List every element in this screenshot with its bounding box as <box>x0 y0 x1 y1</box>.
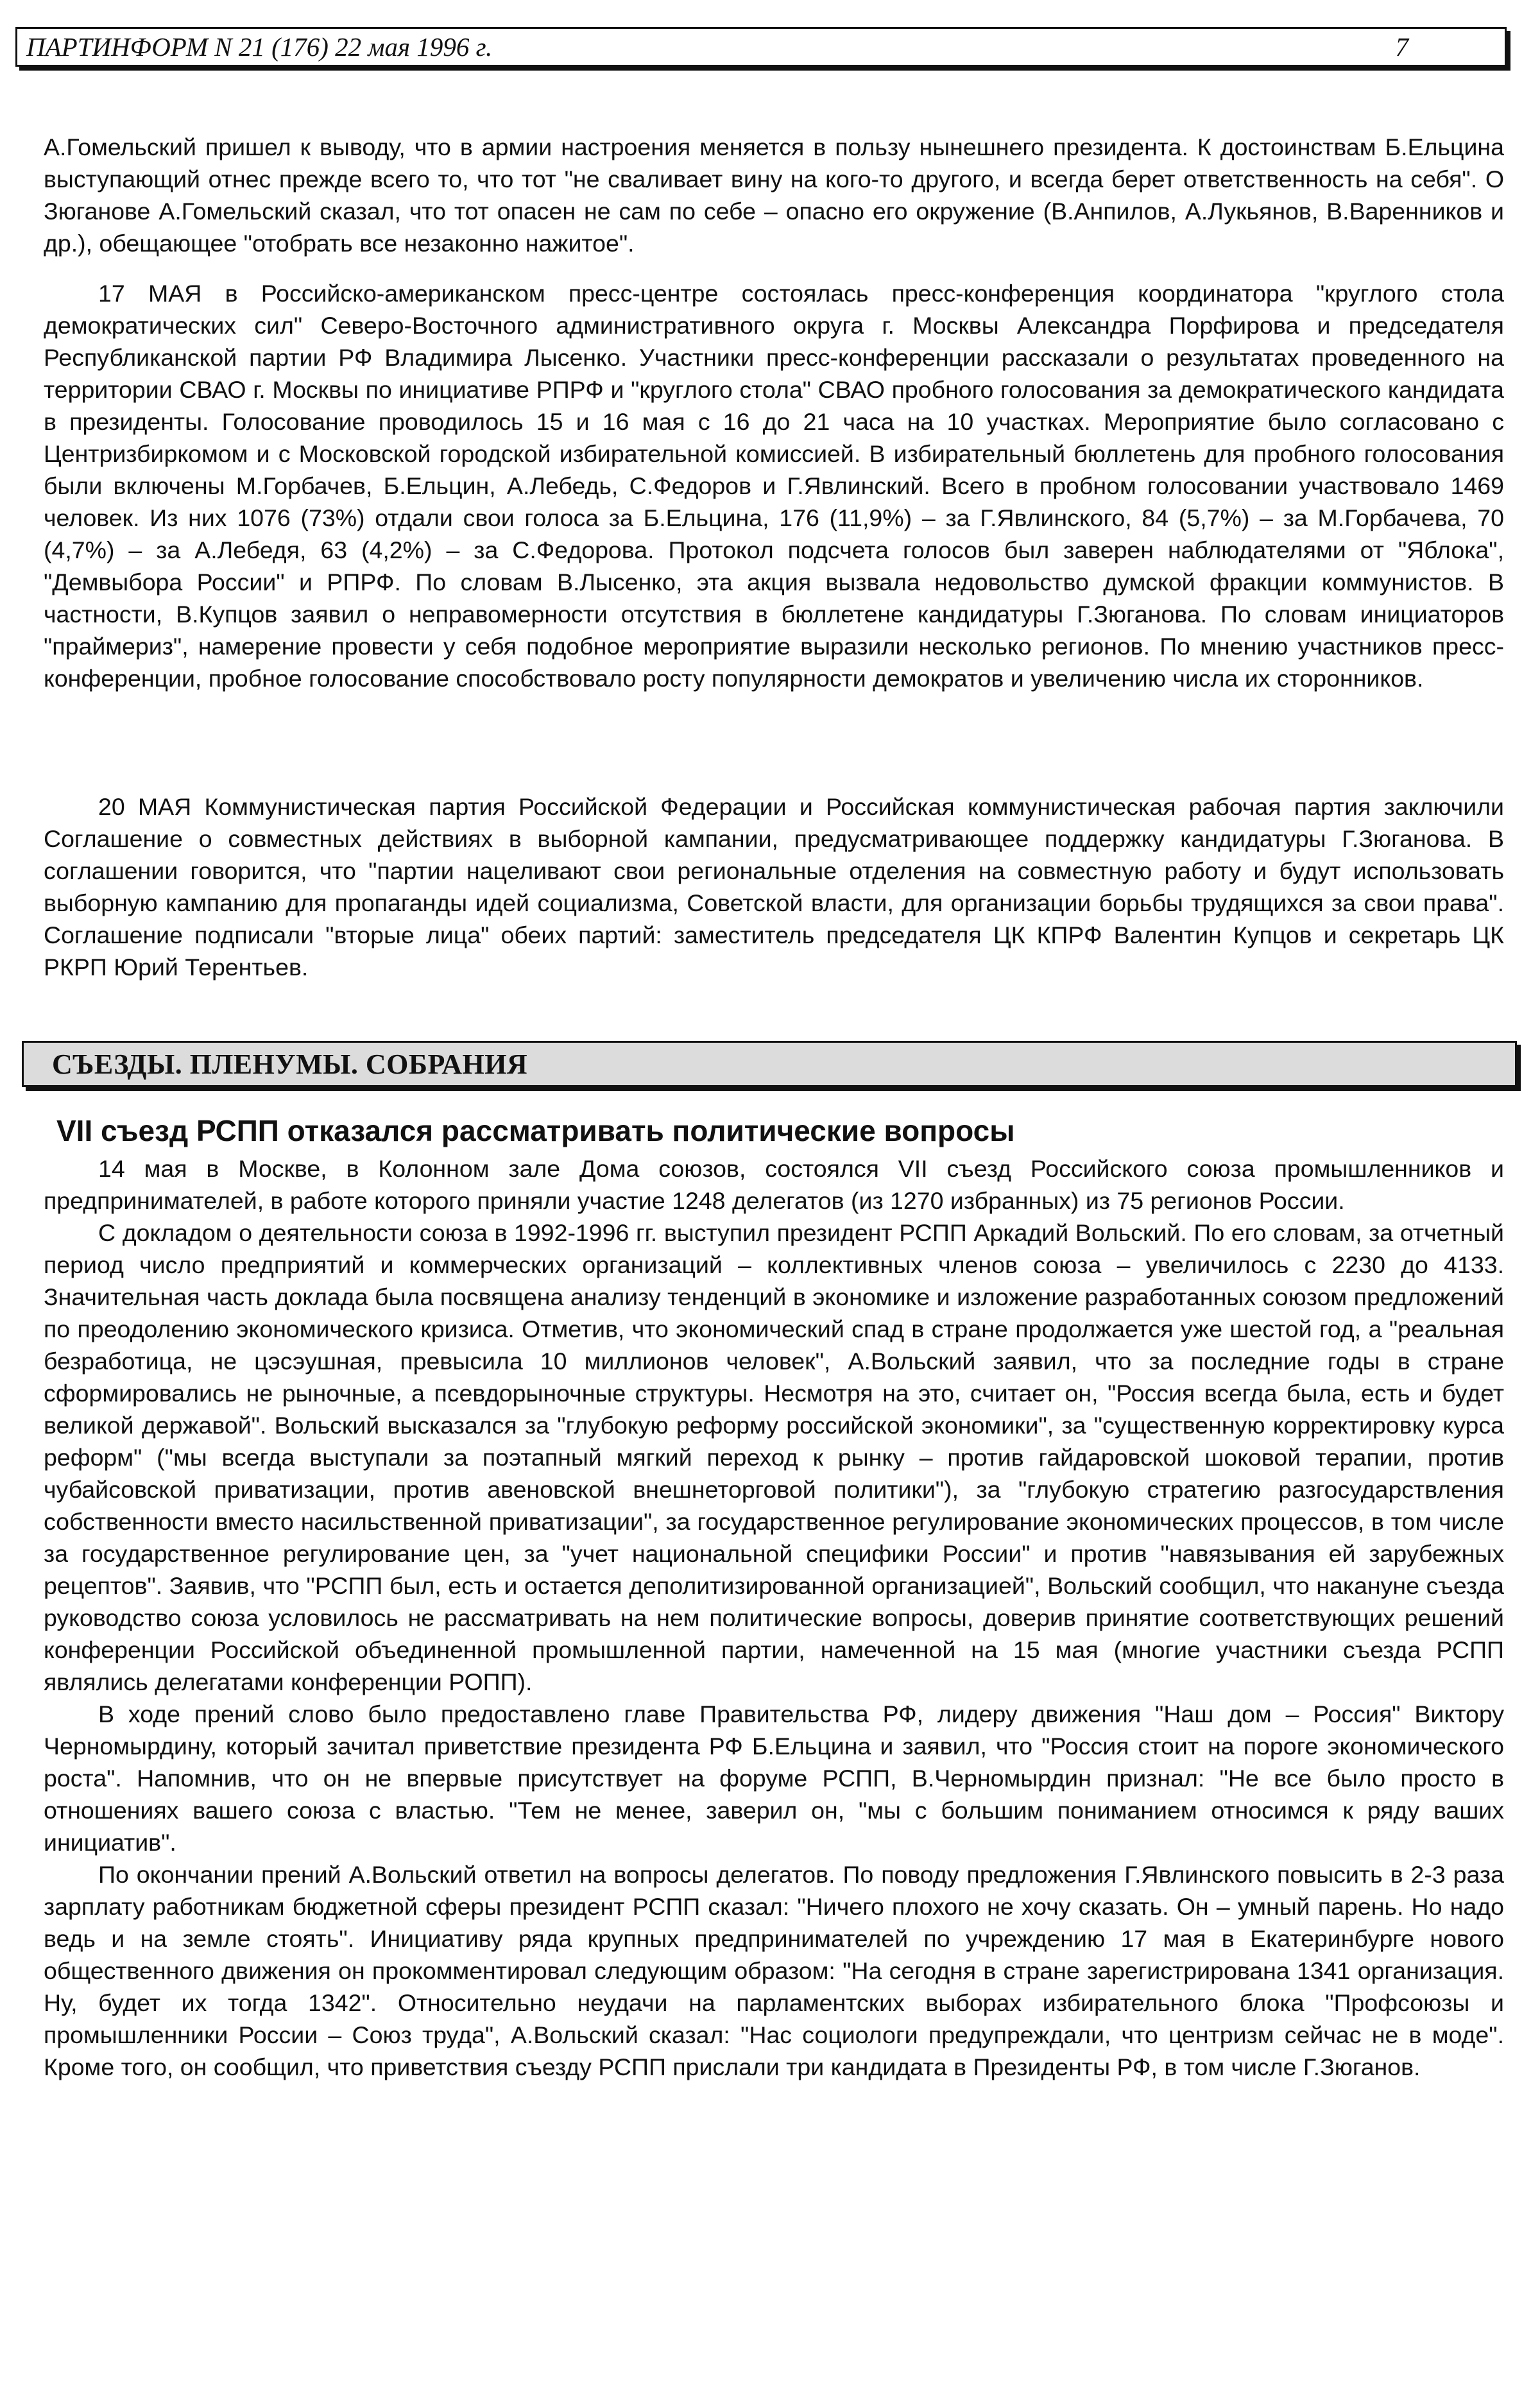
intro-paragraph-1: А.Гомельский пришел к выводу, что в армии настроения меняется в пользу нынешнего президента. К достоинствам Б.Ельцина выступающий отнес прежде всего то, что тот "не сваливает вину на кого-то другого, и всегда берет ответственность на себя". О Зюганове А.Гомельский сказал, что тот опасен не сам по себе – опасно его окружение (В.Анпилов, А.Лукьянов, В.Варенников и др.), обещающее "отобрать все незаконно нажитое". <box>44 133 1504 257</box>
article-paragraph-1: 14 мая в Москве, в Колонном зале Дома союзов, состоялся VII съезд Российского союза промышленников и предпринимателей, в работе которого приняли участие 1248 делегатов (из 1270 избранных) из 75 регионов России. <box>44 1155 1504 1214</box>
page-header <box>15 27 1507 67</box>
press-conference-block <box>44 277 1504 694</box>
section-title: СЪЕЗДЫ. ПЛЕНУМЫ. СОБРАНИЯ <box>52 1048 528 1080</box>
header-title: ПАРТИНФОРМ N 21 (176) 22 мая 1996 г. <box>26 32 493 62</box>
article-body <box>44 1152 1504 2083</box>
agreement-block <box>44 791 1504 983</box>
section-heading <box>22 1041 1517 1087</box>
article-title: VII съезд РСПП отказался рассматривать политические вопросы <box>56 1114 1015 1147</box>
intro-block <box>44 131 1504 259</box>
article-paragraph-3: В ходе прений слово было предоставлено главе Правительства РФ, лидеру движения "Наш дом – Россия" Виктору Черномырдину, который зачитал приветствие президента РФ Б.Ельцина и заявил, что "Россия стоит на пороге экономического роста". Напомнив, что он не впервые присутствует на форуме РСПП, В.Черномырдин признал: "Не все было просто в отношениях вашего союза с властью. "Тем не менее, заверил он, "мы с большим пониманием относимся к ряду ваших инициатив". <box>44 1701 1504 1856</box>
intro-paragraph-3: 20 МАЯ Коммунистическая партия Российской Федерации и Российская коммунистическая рабочая партия заключили Соглашение о совместных действиях в выборной кампании, предусматривающее поддержку кандидатуры Г.Зюганова. В соглашении говорится, что "партии нацеливают свои региональные отделения на совместную работу и будут использовать выборную кампанию для пропаганды идей социализма, Советской власти, для организации борьбы трудящихся за свои права". Соглашение подписали "вторые лица" обеих партий: заместитель председателя ЦК КПРФ Валентин Купцов и секретарь ЦК РКРП Юрий Терентьев. <box>44 793 1504 981</box>
page-number: 7 <box>1395 32 1408 62</box>
article-paragraph-2: С докладом о деятельности союза в 1992-1996 гг. выступил президент РСПП Аркадий Вольский. По его словам, за отчетный период число предприятий и коммерческих организаций – коллективных членов союза – увеличилось с 2230 до 4133. Значительная часть доклада была посвящена анализу тенденций в экономике и изложение разработанных союзом предложений по преодолению экономического кризиса. Отметив, что экономический спад в стране продолжается уже шестой год, а "реальная безработица, не цэсэушная, превысила 10 миллионов человек", А.Вольский заявил, что за последние годы в стране сформировались не рыночные, а псевдорыночные структуры. Несмотря на это, считает он, "Россия всегда была, есть и будет великой державой". Вольский высказался за "глубокую реформу российской экономики", за "существенную корректировку курса реформ" ("мы всегда выступали за поэтапный мягкий переход к рынку – против гайдаровской шоковой терапии, против чубайсовской приватизации, против авеновской внешнеторговой политики"), за "глубокую стратегию разгосударствления собственности вместо насильственной приватизации", за государственное регулирование экономических процессов, в том числе за государственное регулирование цен, за "учет национальной специфики России" и против "навязывания ей зарубежных рецептов". Заявив, что "РСПП был, есть и остается деполитизированной организацией", Вольский сообщил, что накануне съезда руководство союза условилось не рассматривать на нем политические вопросы, доверив принятие соответствующих решений конференции Российской объединенной промышленной партии, намеченной на 15 мая (многие участники съезда РСПП являлись делегатами конференции РОПП). <box>44 1219 1504 1695</box>
article-paragraph-4: По окончании прений А.Вольский ответил на вопросы делегатов. По поводу предложения Г.Явлинского повысить в 2-3 раза зарплату работникам бюджетной сферы президент РСПП сказал: "Ничего плохого не хочу сказать. Он – умный парень. Но надо ведь и на земле стоять". Инициативу ряда крупных предпринимателей по учреждению 17 мая в Екатеринбурге нового общественного движения он прокомментировал следующим образом: "На сегодня в стране зарегистрирована 1341 организация. Ну, будет их тогда 1342". Относительно неудачи на парламентских выборах избирательного блока "Профсоюзы и промышленники России – Союз труда", А.Вольский сказал: "Нас социологи предупреждали, что центризм сейчас не в моде". Кроме того, он сообщил, что приветствия съезду РСПП прислали три кандидата в Президенты РФ, в том числе Г.Зюганов. <box>44 1861 1504 2080</box>
intro-paragraph-2: 17 МАЯ в Российско-американском пресс-центре состоялась пресс-конференция координатора "круглого стола демократических сил" Северо-Восточного административного округа г. Москвы Александра Порфирова и председателя Республиканской партии РФ Владимира Лысенко. Участники пресс-конференции рассказали о результатах проведенного на территории СВАО г. Москвы по инициативе РПРФ и "круглого стола" СВАО пробного голосования за демократического кандидата в президенты. Голосование проводилось 15 и 16 мая с 16 до 21 часа на 10 участках. Мероприятие было согласовано с Центризбиркомом и с Московской городской избирательной комиссией. В избирательный бюллетень для пробного голосования были включены М.Горбачев, Б.Ельцин, А.Лебедь, С.Федоров и Г.Явлинский. Всего в пробном голосовании участвовало 1469 человек. Из них 1076 (73%) отдали свои голоса за Б.Ельцина, 176 (11,9%) – за Г.Явлинского, 84 (5,7%) – за М.Горбачева, 70 (4,7%) – за А.Лебедя, 63 (4,2%) – за С.Федорова. Протокол подсчета голосов был заверен наблюдателями от "Яблока", "Демвыбора России" и РПРФ. По словам В.Лысенко, эта акция вызвала недовольство думской фракции коммунистов. В частности, В.Купцов заявил о неправомерности отсутствия в бюллетене кандидатуры Г.Зюганова. По словам инициаторов "праймериз", намерение провести у себя подобное мероприятие выразили несколько регионов. По мнению участников пресс-конференции, пробное голосование способствовало росту популярности демократов и увеличению числа их сторонников. <box>44 280 1504 692</box>
